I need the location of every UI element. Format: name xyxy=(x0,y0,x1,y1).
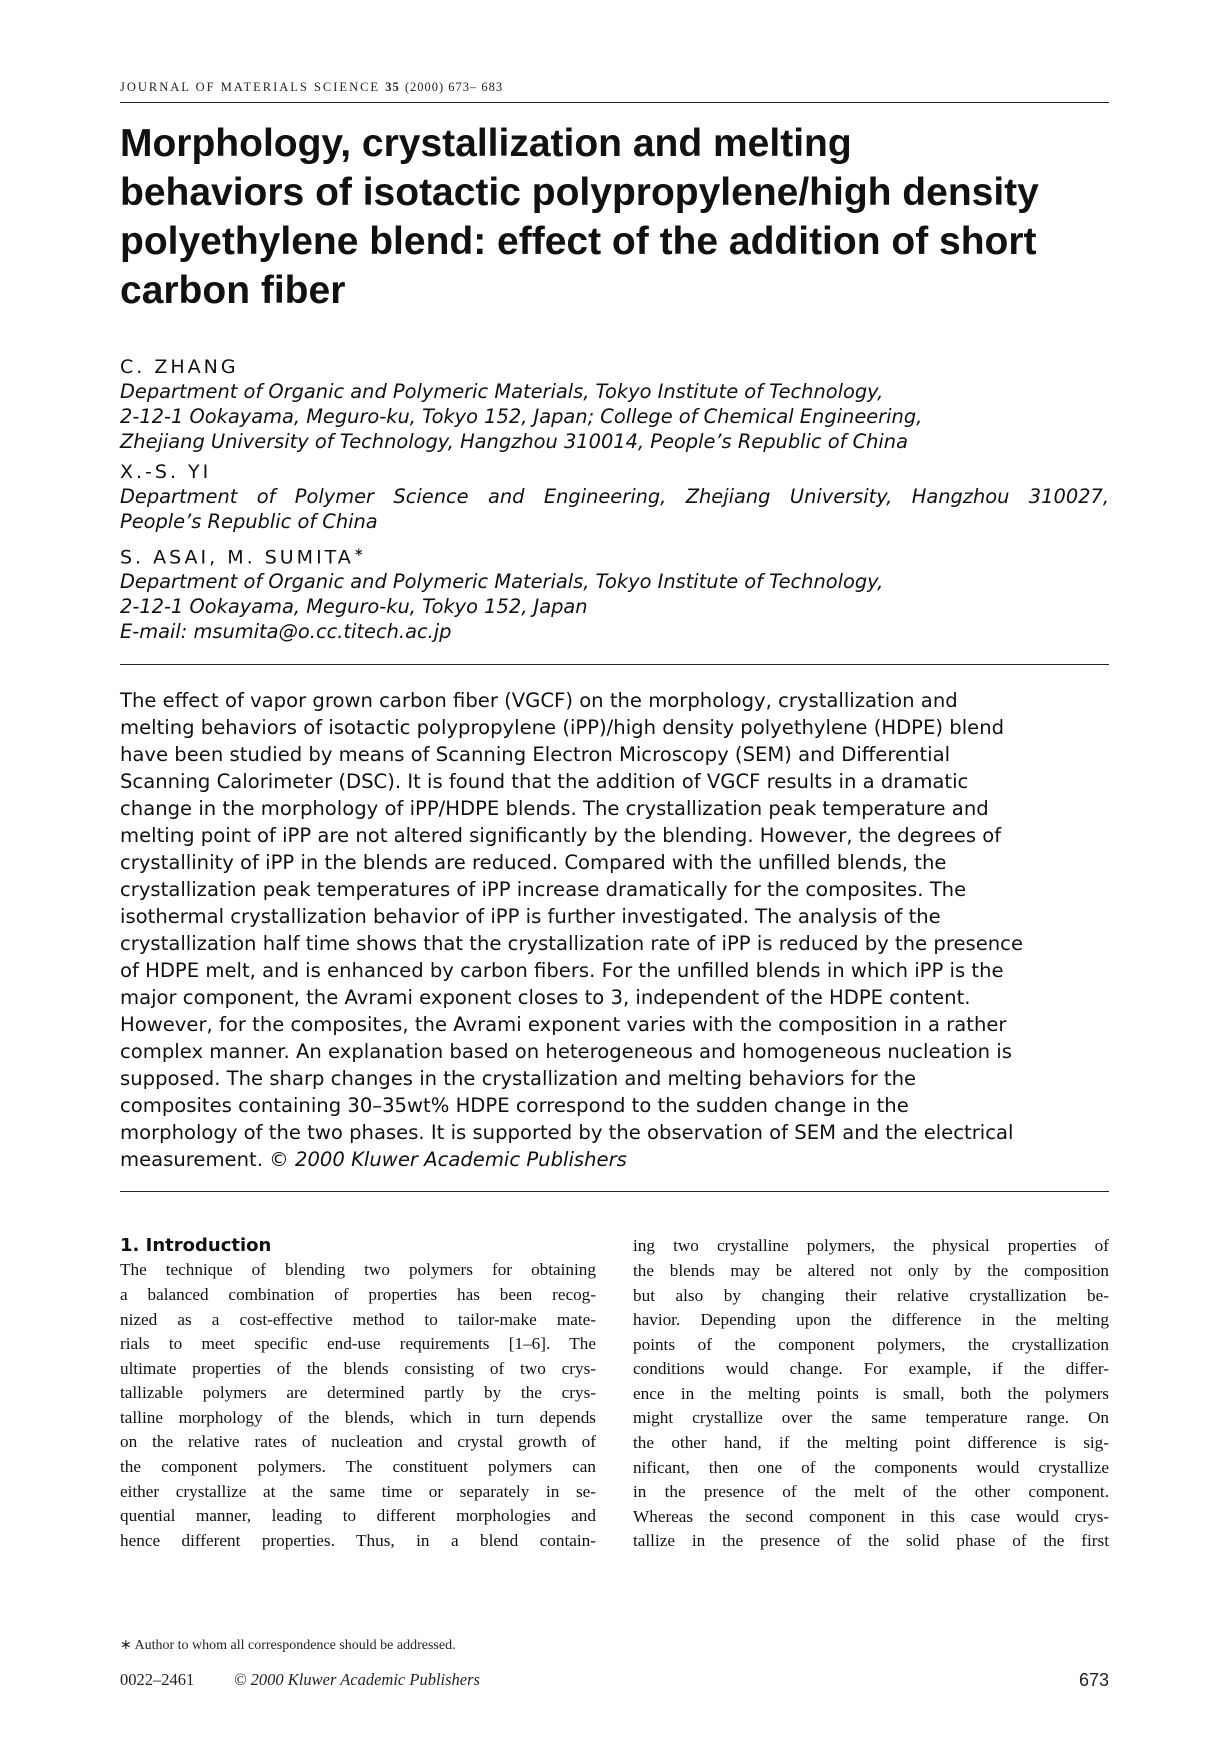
abstract xyxy=(120,687,1109,1173)
affiliation-line: Zhejiang University of Technology, Hangzhou 310014, People’s Republic of China xyxy=(120,430,908,453)
body-line: ing two crystalline polymers, the physical properties of xyxy=(633,1236,1109,1256)
body-line: ultimate properties of the blends consisting of two crys- xyxy=(120,1358,596,1378)
abstract-line: complex manner. An explanation based on heterogeneous and homogeneous nucleation is xyxy=(120,1040,1012,1064)
abstract-line: melting point of iPP are not altered significantly by the blending. However, the degrees of xyxy=(120,824,1002,848)
body-columns xyxy=(120,1234,1109,1574)
body-line: conditions would change. For example, if the differ- xyxy=(633,1359,1109,1379)
issn: 0022–2461 xyxy=(120,1670,195,1689)
abstract-line: change in the morphology of iPP/HDPE blends. The crystallization peak temperature and xyxy=(120,797,989,821)
abstract-line: Scanning Calorimeter (DSC). It is found that the addition of VGCF results in a dramatic xyxy=(120,770,969,794)
footer-publisher: © 2000 Kluwer Academic Publishers xyxy=(234,1670,480,1689)
footnote: ∗ Author to whom all correspondence should be addressed. xyxy=(120,1638,456,1653)
body-line: havior. Depending upon the difference in the melting xyxy=(633,1310,1109,1330)
body-line: ence in the melting points is small, both the polymers xyxy=(633,1383,1109,1403)
divider xyxy=(120,1191,1109,1192)
body-line: the other hand, if the melting point difference is sig- xyxy=(633,1433,1109,1453)
page-number: 673 xyxy=(1078,1670,1109,1690)
body-line: rials to meet specific end-use requirements [1–6]. The xyxy=(120,1334,596,1354)
running-header xyxy=(120,80,1109,103)
author-email: E-mail: msumita@o.cc.titech.ac.jp xyxy=(120,620,452,644)
author-affiliation xyxy=(120,569,1109,644)
body-line: The technique of blending two polymers for obtaining xyxy=(120,1260,596,1280)
affiliation-line: Department of Organic and Polymeric Materials, Tokyo Institute of Technology, xyxy=(120,380,884,403)
body-line: quential manner, leading to different morphologies and xyxy=(120,1506,596,1526)
divider xyxy=(120,664,1109,665)
corresponding-author-mark: ∗ xyxy=(353,545,367,559)
author-affiliation xyxy=(120,484,1109,534)
body-line: either crystallize at the same time or separately in se- xyxy=(120,1481,596,1501)
abstract-line: crystallization half time shows that the crystallization rate of iPP is reduced by the presence xyxy=(120,932,1024,956)
affiliation-line: People’s Republic of China xyxy=(120,510,378,533)
affiliation-line: Department of Polymer Science and Engineering, Zhejiang University, Hangzhou 310027, xyxy=(120,485,1109,508)
abstract-line: have been studied by means of Scanning Electron Microscopy (SEM) and Differential xyxy=(120,743,951,767)
paper-title xyxy=(120,119,1109,315)
left-column xyxy=(120,1234,596,1553)
abstract-line: of HDPE melt, and is enhanced by carbon fibers. For the unfilled blends in which iPP is the xyxy=(120,959,1004,983)
body-line: tallize in the presence of the solid phase of the first xyxy=(633,1531,1109,1551)
body-line: Whereas the second component in this case would crys- xyxy=(633,1506,1109,1526)
right-column xyxy=(633,1234,1109,1554)
title-line: Morphology, crystallization and melting xyxy=(120,122,852,165)
title-line: carbon fiber xyxy=(120,269,346,312)
author-affiliation xyxy=(120,379,1109,454)
abstract-line: crystallinity of iPP in the blends are reduced. Compared with the unfilled blends, the xyxy=(120,851,947,875)
section-heading: 1. Introduction xyxy=(120,1235,272,1257)
title-line: behaviors of isotactic polypropylene/high density xyxy=(120,171,1039,214)
body-line: might crystallize over the same temperature range. On xyxy=(633,1408,1109,1428)
abstract-line: melting behaviors of isotactic polypropylene (iPP)/high density polyethylene (HDPE) blend xyxy=(120,716,1005,740)
author-block xyxy=(120,355,1109,644)
affiliation-line: Department of Organic and Polymeric Materials, Tokyo Institute of Technology, xyxy=(120,570,884,594)
affiliation-line: 2-12-1 Ookayama, Meguro-ku, Tokyo 152, Japan; College of Chemical Engineering, xyxy=(120,405,923,428)
body-line: but also by changing their relative crystallization be- xyxy=(633,1285,1109,1305)
body-line: nificant, then one of the components would crystallize xyxy=(633,1457,1109,1477)
author-name-line xyxy=(120,540,1109,569)
abstract-line: supposed. The sharp changes in the crystallization and melting behaviors for the xyxy=(120,1067,917,1091)
body-line: nized as a cost-effective method to tailor-make mate- xyxy=(120,1309,596,1329)
body-line: talline morphology of the blends, which in turn depends xyxy=(120,1407,596,1427)
body-line: the component polymers. The constituent polymers can xyxy=(120,1457,596,1477)
body-line: tallizable polymers are determined partly by the crys- xyxy=(120,1383,596,1403)
body-line: a balanced combination of properties has been recog- xyxy=(120,1284,596,1304)
abstract-last-line xyxy=(120,1146,1109,1173)
abstract-line: measurement. xyxy=(120,1148,263,1172)
body-line: the blends may be altered not only by the composition xyxy=(633,1260,1109,1280)
body-line: points of the component polymers, the crystallization xyxy=(633,1334,1109,1354)
abstract-line: isothermal crystallization behavior of iPP is further investigated. The analysis of the xyxy=(120,905,941,929)
title-line: polyethylene blend: effect of the addition of short xyxy=(120,220,1037,263)
abstract-copyright: © 2000 Kluwer Academic Publishers xyxy=(269,1148,627,1172)
author-name: S. ASAI, M. SUMITA xyxy=(120,546,354,569)
affiliation-line: 2-12-1 Ookayama, Meguro-ku, Tokyo 152, Japan xyxy=(120,595,588,619)
abstract-line: composites containing 30–35wt% HDPE correspond to the sudden change in the xyxy=(120,1094,909,1118)
journal-name: JOURNAL OF MATERIALS SCIENCE xyxy=(120,80,381,94)
paper-page xyxy=(120,80,1109,1574)
journal-year-pages: (2000) 673– 683 xyxy=(404,80,504,94)
abstract-line: major component, the Avrami exponent closes to 3, independent of the HDPE content. xyxy=(120,986,971,1010)
author-name: C. ZHANG xyxy=(120,356,239,378)
abstract-line: morphology of the two phases. It is supported by the observation of SEM and the electrical xyxy=(120,1121,1014,1145)
author-name: X.-S. YI xyxy=(120,461,212,483)
body-line: hence different properties. Thus, in a blend contain- xyxy=(120,1530,596,1550)
journal-volume: 35 xyxy=(385,80,400,94)
abstract-line: However, for the composites, the Avrami exponent varies with the composition in a rather xyxy=(120,1013,1007,1037)
body-line: in the presence of the melt of the other component. xyxy=(633,1482,1109,1502)
abstract-line: The effect of vapor grown carbon fiber (VGCF) on the morphology, crystallization and xyxy=(120,689,958,713)
abstract-line: crystallization peak temperatures of iPP increase dramatically for the composites. The xyxy=(120,878,967,902)
body-line: on the relative rates of nucleation and crystal growth of xyxy=(120,1432,596,1452)
